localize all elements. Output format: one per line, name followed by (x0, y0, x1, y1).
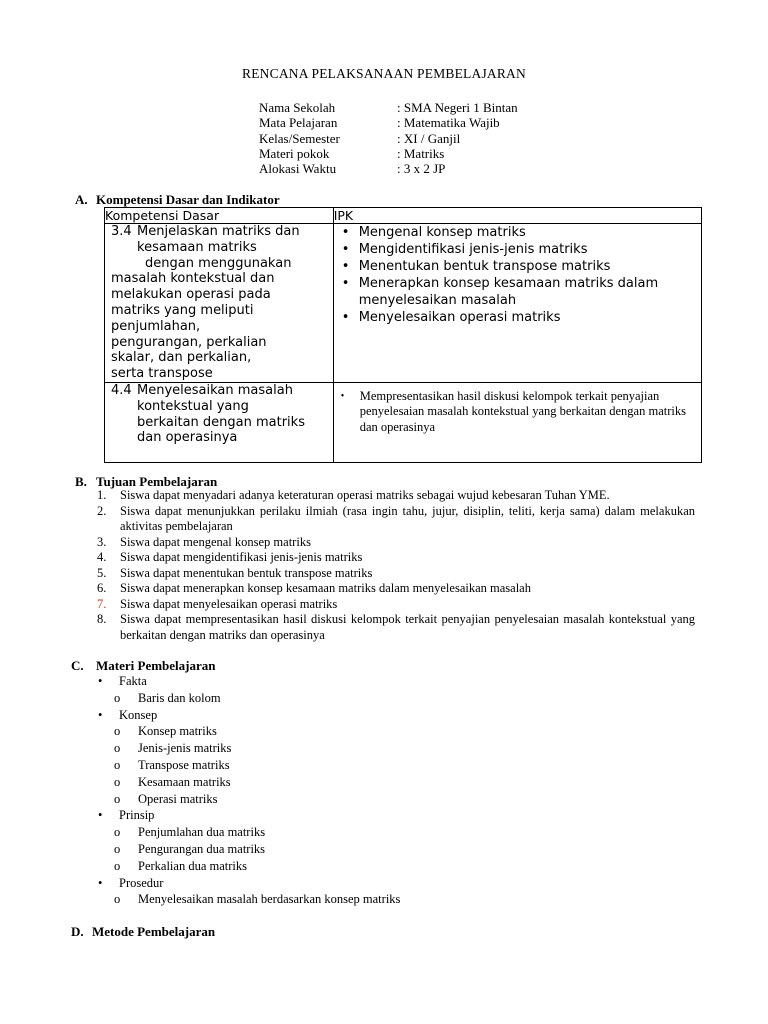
circle-bullet-icon: o (114, 825, 121, 840)
competency-table (104, 207, 702, 463)
sub-item: Transpose matriks (138, 757, 230, 772)
group-label: Prosedur (119, 875, 164, 890)
kd-line: berkaitan dengan matriks (137, 414, 305, 430)
item-number: 5. (97, 565, 107, 580)
circle-bullet-icon: o (114, 841, 121, 856)
sub-item: Konsep matriks (138, 724, 217, 739)
bullet-icon: • (340, 390, 345, 402)
bullet-icon: • (341, 259, 350, 274)
kd-line: skalar, dan perkalian, (111, 350, 252, 366)
sub-item: Jenis-jenis matriks (138, 741, 232, 756)
list-item (340, 241, 701, 258)
sub-item: Perkalian dua matriks (138, 858, 247, 873)
kd-number: 4.4 (111, 382, 132, 398)
group-label: Prinsip (119, 808, 155, 823)
section-letter: C. (71, 658, 84, 673)
circle-bullet-icon: o (114, 791, 121, 806)
info-value: : XI / Ganjil (397, 131, 461, 146)
kd-cell (105, 382, 334, 462)
kd-line: pengurangan, perkalian (111, 334, 267, 350)
list-item (340, 389, 701, 436)
list-item (340, 224, 701, 241)
sub-item: Operasi matriks (138, 791, 218, 806)
ipk-cell (333, 224, 701, 383)
item-number: 1. (97, 488, 107, 502)
sub-item: Menyelesaikan masalah berdasarkan konsep matriks (138, 892, 401, 907)
header-kompetensi-dasar: Kompetensi Dasar (105, 208, 334, 224)
sub-item: Kesamaan matriks (138, 774, 231, 789)
info-label: Nama Sekolah (259, 100, 336, 115)
list-item (92, 875, 592, 892)
item-text: Siswa dapat menentukan bentuk transpose matriks (120, 565, 373, 580)
ipk-text: Mengidentifikasi jenis-jenis matriks (358, 242, 588, 257)
sub-item: Penjumlahan dua matriks (138, 825, 266, 840)
info-value: : Matriks (397, 146, 445, 161)
sub-item: Pengurangan dua matriks (138, 841, 266, 856)
ipk-text: Menyelesaikan operasi matriks (358, 310, 561, 325)
list-item (92, 891, 592, 908)
item-text: Siswa dapat mempresentasikan hasil diskusi kelompok terkait penyajian penyelesaian masalah kontekstual yang berkaitan dengan matriks dan operasinya (120, 612, 695, 642)
sub-item: Baris dan kolom (138, 690, 221, 705)
group-label: Konsep (119, 707, 158, 722)
circle-bullet-icon: o (114, 757, 121, 772)
info-value: : 3 x 2 JP (397, 161, 446, 176)
ipk-text: Mempresentasikan hasil diskusi kelompok terkait penyajian penyelesaian masalah kontekstual yang berkaitan dengan matriks dan operasinya (359, 388, 686, 434)
list-item (92, 581, 695, 597)
circle-bullet-icon: o (114, 774, 121, 789)
item-number-highlighted: 7. (97, 596, 107, 611)
list-item (92, 841, 592, 858)
item-number: 4. (97, 550, 107, 564)
list-item (92, 858, 592, 875)
list-item (92, 791, 592, 808)
item-text: Siswa dapat menyadari adanya keteraturan operasi matriks sebagai wujud kebesaran Tuhan YME. (120, 488, 610, 502)
bullet-icon: • (98, 707, 103, 722)
item-number: 2. (97, 503, 107, 518)
list-item (92, 740, 592, 757)
kd-line: dengan menggunakan (145, 255, 292, 271)
list-item (340, 258, 701, 275)
document-title: RENCANA PELAKSANAAN PEMBELAJARAN (242, 66, 526, 81)
info-label: Alokasi Waktu (259, 161, 337, 176)
circle-bullet-icon: o (114, 741, 121, 756)
item-number: 6. (97, 581, 107, 595)
kd-line: Menyelesaikan masalah (137, 382, 293, 398)
item-number: 8. (97, 612, 107, 626)
info-label: Kelas/Semester (259, 131, 340, 146)
ipk-text: Mengenal konsep matriks (358, 225, 526, 240)
list-item (92, 535, 695, 551)
list-item (92, 807, 592, 824)
list-item (92, 757, 592, 774)
bullet-icon: • (341, 242, 350, 257)
circle-bullet-icon: o (114, 690, 121, 705)
bullet-icon: • (341, 225, 350, 240)
list-item (92, 673, 592, 690)
section-letter: D. (71, 924, 84, 939)
item-text: Siswa dapat menyelesaikan operasi matriks (120, 596, 338, 611)
section-title: Materi Pembelajaran (96, 658, 216, 673)
kd-line: serta transpose (111, 366, 213, 382)
list-item (92, 550, 695, 566)
kd-line: dan operasinya (137, 430, 238, 446)
table-row (105, 224, 702, 383)
info-value: : Matematika Wajib (397, 115, 500, 130)
bullet-icon: • (98, 875, 103, 890)
section-title: Tujuan Pembelajaran (96, 474, 218, 489)
list-item (92, 690, 592, 707)
kd-cell (105, 224, 334, 383)
circle-bullet-icon: o (114, 858, 121, 873)
bullet-icon: • (341, 310, 350, 325)
list-item (92, 774, 592, 791)
item-text: Siswa dapat mengidentifikasi jenis-jenis matriks (120, 550, 363, 564)
ipk-text: Menerapkan konsep kesamaan matriks dalam menyelesaikan masalah (358, 276, 659, 308)
circle-bullet-icon: o (114, 892, 121, 907)
group-label: Fakta (119, 674, 147, 688)
table-header-row (105, 208, 702, 224)
kd-number: 3.4 (111, 224, 132, 239)
bullet-icon: • (98, 674, 103, 688)
list-item (92, 597, 695, 613)
kd-line: kesamaan matriks (137, 239, 257, 255)
kd-line: penjumlahan, (111, 318, 201, 334)
list-item (92, 566, 695, 582)
list-item (92, 707, 592, 724)
section-title: Metode Pembelajaran (92, 924, 216, 939)
learning-objectives-list (92, 488, 695, 643)
item-text: Siswa dapat menerapkan konsep kesamaan matriks dalam menyelesaikan masalah (120, 581, 531, 595)
section-title: Kompetensi Dasar dan Indikator (96, 192, 280, 207)
list-item (340, 309, 701, 326)
materials-list (92, 673, 592, 908)
info-label: Mata Pelajaran (259, 115, 338, 130)
bullet-icon: • (341, 276, 350, 291)
section-letter: B. (75, 474, 87, 489)
list-item (92, 504, 695, 535)
circle-bullet-icon: o (114, 724, 121, 739)
list-item (92, 612, 695, 643)
info-value: : SMA Negeri 1 Bintan (397, 100, 518, 115)
item-text: Siswa dapat mengenal konsep matriks (120, 534, 311, 549)
info-label: Materi pokok (259, 146, 330, 161)
table-row (105, 382, 702, 462)
bullet-icon: • (98, 808, 103, 823)
section-letter: A. (75, 192, 88, 207)
kd-line: masalah kontekstual dan (111, 271, 275, 287)
list-item (92, 488, 695, 504)
kd-line: matriks yang meliputi (111, 302, 254, 318)
list-item (340, 275, 701, 309)
item-number: 3. (97, 534, 107, 549)
item-text: Siswa dapat menunjukkan perilaku ilmiah (rasa ingin tahu, jujur, disiplin, teliti, kerja sama) dalam melakukan aktivitas pembelajaran (120, 503, 695, 533)
ipk-cell (333, 382, 701, 462)
kd-line: melakukan operasi pada (111, 287, 271, 303)
kd-line: kontekstual yang (137, 398, 249, 414)
ipk-text: Menentukan bentuk transpose matriks (358, 259, 611, 274)
list-item (92, 824, 592, 841)
list-item (92, 723, 592, 740)
kd-line: Menjelaskan matriks dan (137, 224, 300, 239)
header-ipk: IPK (333, 208, 701, 224)
